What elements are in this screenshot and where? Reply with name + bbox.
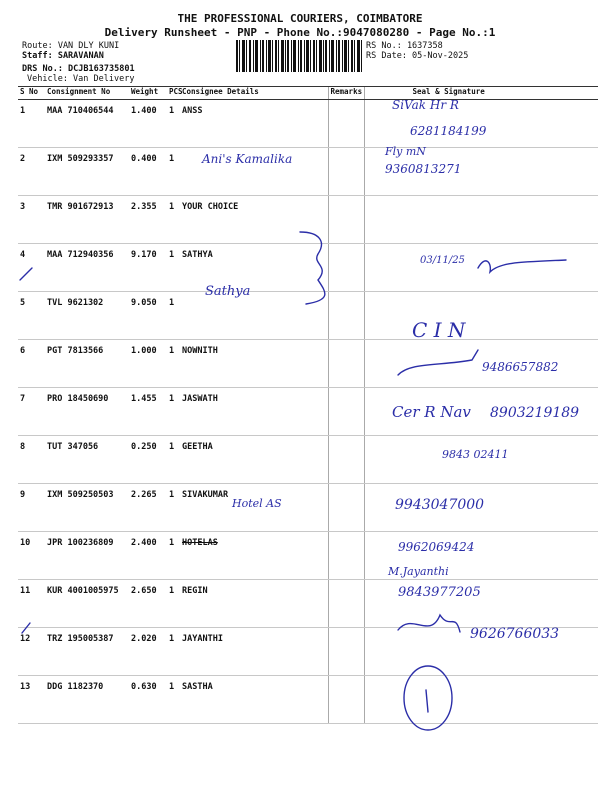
row-consignment-no: TVL 9621302: [45, 292, 129, 340]
staff-text: Staff: SARAVANAN: [22, 51, 104, 61]
row-sno: 9: [18, 484, 45, 532]
row-weight: 2.265: [129, 484, 167, 532]
col-header-sno: S No: [18, 87, 45, 100]
hw-r12-signature: M.Jayanthi: [388, 565, 449, 578]
row-pcs: 1: [167, 244, 180, 292]
row-consignment-no: JPR 100236809: [45, 532, 129, 580]
row-pcs: 1: [167, 388, 180, 436]
row-weight: 1.000: [129, 340, 167, 388]
route-text: Route: VAN DLY KUNI: [22, 41, 120, 51]
row-consignee: SATHYA: [180, 244, 328, 292]
row-weight: 2.020: [129, 628, 167, 676]
table-row: [18, 676, 598, 724]
row-remarks: [328, 580, 364, 628]
hw-r12-phone: 9843977205: [398, 585, 481, 600]
row-seal-signature: [364, 196, 598, 244]
row-remarks: [328, 196, 364, 244]
row-pcs: 1: [167, 484, 180, 532]
row-remarks: [328, 436, 364, 484]
row-remarks: [328, 340, 364, 388]
row-pcs: 1: [167, 532, 180, 580]
hw-r10-name: Hotel AS: [232, 497, 282, 510]
row-sno: 11: [18, 580, 45, 628]
row-sno: 8: [18, 436, 45, 484]
row-consignee: SASTHA: [180, 676, 328, 724]
row-pcs: 1: [167, 580, 180, 628]
row-seal-signature: [364, 532, 598, 580]
row-remarks: [328, 388, 364, 436]
row-remarks: [328, 532, 364, 580]
row-consignee: [180, 148, 328, 196]
row-seal-signature: [364, 484, 598, 532]
hw-r7-phone: 9486657882: [482, 360, 559, 374]
table-row: [18, 484, 598, 532]
rs-number: RS No.: 1637358: [366, 41, 443, 51]
table-row: [18, 388, 598, 436]
hw-r9-phone: 9843 02411: [442, 448, 509, 461]
row-seal-signature: [364, 148, 598, 196]
row-pcs: 1: [167, 196, 180, 244]
row-consignee: SIVAKUMAR: [180, 484, 328, 532]
col-header-consignment: Consignment No: [45, 87, 129, 100]
hw-r10-phone: 9943047000: [395, 497, 485, 513]
table-row: [18, 148, 598, 196]
barcode-image: [236, 40, 362, 72]
row-sno: 10: [18, 532, 45, 580]
row-consignment-no: IXM 509293357: [45, 148, 129, 196]
hw-r6-signature: C I N: [412, 318, 466, 342]
hw-r2-signature: Fly mN: [385, 145, 426, 158]
row-pcs: 1: [167, 676, 180, 724]
row-remarks: [328, 484, 364, 532]
rs-date: RS Date: 05-Nov-2025: [366, 51, 469, 61]
row-consignee: HOTELAS: [180, 532, 328, 580]
row-consignee: NOWNITH: [180, 340, 328, 388]
col-header-pcs: PCS: [167, 87, 180, 100]
row-weight: 9.170: [129, 244, 167, 292]
row-seal-signature: [364, 340, 598, 388]
row-consignment-no: PRO 18450690: [45, 388, 129, 436]
hw-r13-phone: 9626766033: [470, 626, 560, 642]
row-seal-signature: [364, 628, 598, 676]
table-header-row: [18, 87, 598, 100]
hw-r1-phone: 6281184199: [410, 124, 487, 138]
col-header-remarks: Remarks: [328, 87, 364, 100]
row-pcs: 1: [167, 100, 180, 148]
row-consignee: JAYANTHI: [180, 628, 328, 676]
table-row: [18, 292, 598, 340]
row-seal-signature: [364, 244, 598, 292]
col-header-consignee: Consignee Details: [180, 87, 328, 100]
row-sno: 6: [18, 340, 45, 388]
hw-r2-phone: 9360813271: [385, 162, 462, 176]
hw-r4-date: 03/11/25: [420, 255, 465, 266]
col-header-seal: Seal & Signature: [364, 87, 598, 100]
row-pcs: 1: [167, 628, 180, 676]
row-pcs: 1: [167, 292, 180, 340]
row-consignee: [180, 292, 328, 340]
table-row: [18, 244, 598, 292]
row-sno: 4: [18, 244, 45, 292]
runsheet-title: Delivery Runsheet - PNP - Phone No.:9047080280 - Page No.:1: [104, 26, 496, 39]
row-sno: 1: [18, 100, 45, 148]
table-row: [18, 436, 598, 484]
row-weight: 2.650: [129, 580, 167, 628]
row-weight: 0.250: [129, 436, 167, 484]
row-seal-signature: [364, 388, 598, 436]
hw-r2-name: Ani's Kamalika: [202, 152, 293, 166]
table-row: [18, 340, 598, 388]
row-weight: 0.630: [129, 676, 167, 724]
hw-r11-phone: 9962069424: [398, 540, 475, 554]
runsheet-table: [18, 86, 598, 724]
table-row: [18, 580, 598, 628]
row-weight: 0.400: [129, 148, 167, 196]
row-remarks: [328, 244, 364, 292]
hw-r1-signature: SiVak Hr R: [392, 98, 459, 112]
row-seal-signature: [364, 580, 598, 628]
table-row: [18, 532, 598, 580]
col-header-weight: Weight: [129, 87, 167, 100]
row-weight: 1.455: [129, 388, 167, 436]
row-sno: 5: [18, 292, 45, 340]
row-remarks: [328, 100, 364, 148]
row-consignment-no: DDG 1182370: [45, 676, 129, 724]
hw-r8-signature: Cer R Nav: [392, 403, 471, 421]
row-seal-signature: [364, 100, 598, 148]
row-remarks: [328, 628, 364, 676]
row-remarks: [328, 676, 364, 724]
row-weight: 1.400: [129, 100, 167, 148]
row-consignment-no: TUT 347056: [45, 436, 129, 484]
row-consignment-no: IXM 509250503: [45, 484, 129, 532]
row-consignee: REGIN: [180, 580, 328, 628]
drs-number: DRS No.: DCJB163735801: [22, 64, 135, 74]
row-consignment-no: MAA 710406544: [45, 100, 129, 148]
row-consignment-no: TMR 901672913: [45, 196, 129, 244]
row-consignee: ANSS: [180, 100, 328, 148]
row-sno: 2: [18, 148, 45, 196]
row-sno: 12: [18, 628, 45, 676]
row-consignee: YOUR CHOICE: [180, 196, 328, 244]
row-weight: 9.050: [129, 292, 167, 340]
row-consignee: JASWATH: [180, 388, 328, 436]
row-remarks: [328, 148, 364, 196]
table-row: [18, 196, 598, 244]
row-sno: 13: [18, 676, 45, 724]
row-consignment-no: TRZ 195005387: [45, 628, 129, 676]
row-consignee: GEETHA: [180, 436, 328, 484]
row-consignment-no: MAA 712940356: [45, 244, 129, 292]
row-weight: 2.400: [129, 532, 167, 580]
row-consignment-no: KUR 4001005975: [45, 580, 129, 628]
table-row: [18, 628, 598, 676]
vehicle-text: Vehicle: Van Delivery: [27, 74, 135, 84]
row-consignment-no: PGT 7813566: [45, 340, 129, 388]
row-seal-signature: [364, 292, 598, 340]
row-weight: 2.355: [129, 196, 167, 244]
company-title: THE PROFESSIONAL COURIERS, COIMBATORE: [177, 12, 423, 25]
row-remarks: [328, 292, 364, 340]
row-sno: 3: [18, 196, 45, 244]
hw-r5-name: Sathya: [205, 284, 251, 299]
row-pcs: 1: [167, 340, 180, 388]
hw-r8-phone: 8903219189: [490, 405, 580, 421]
row-pcs: 1: [167, 148, 180, 196]
row-seal-signature: [364, 676, 598, 724]
row-seal-signature: [364, 436, 598, 484]
row-sno: 7: [18, 388, 45, 436]
table-row: [18, 100, 598, 148]
row-pcs: 1: [167, 436, 180, 484]
